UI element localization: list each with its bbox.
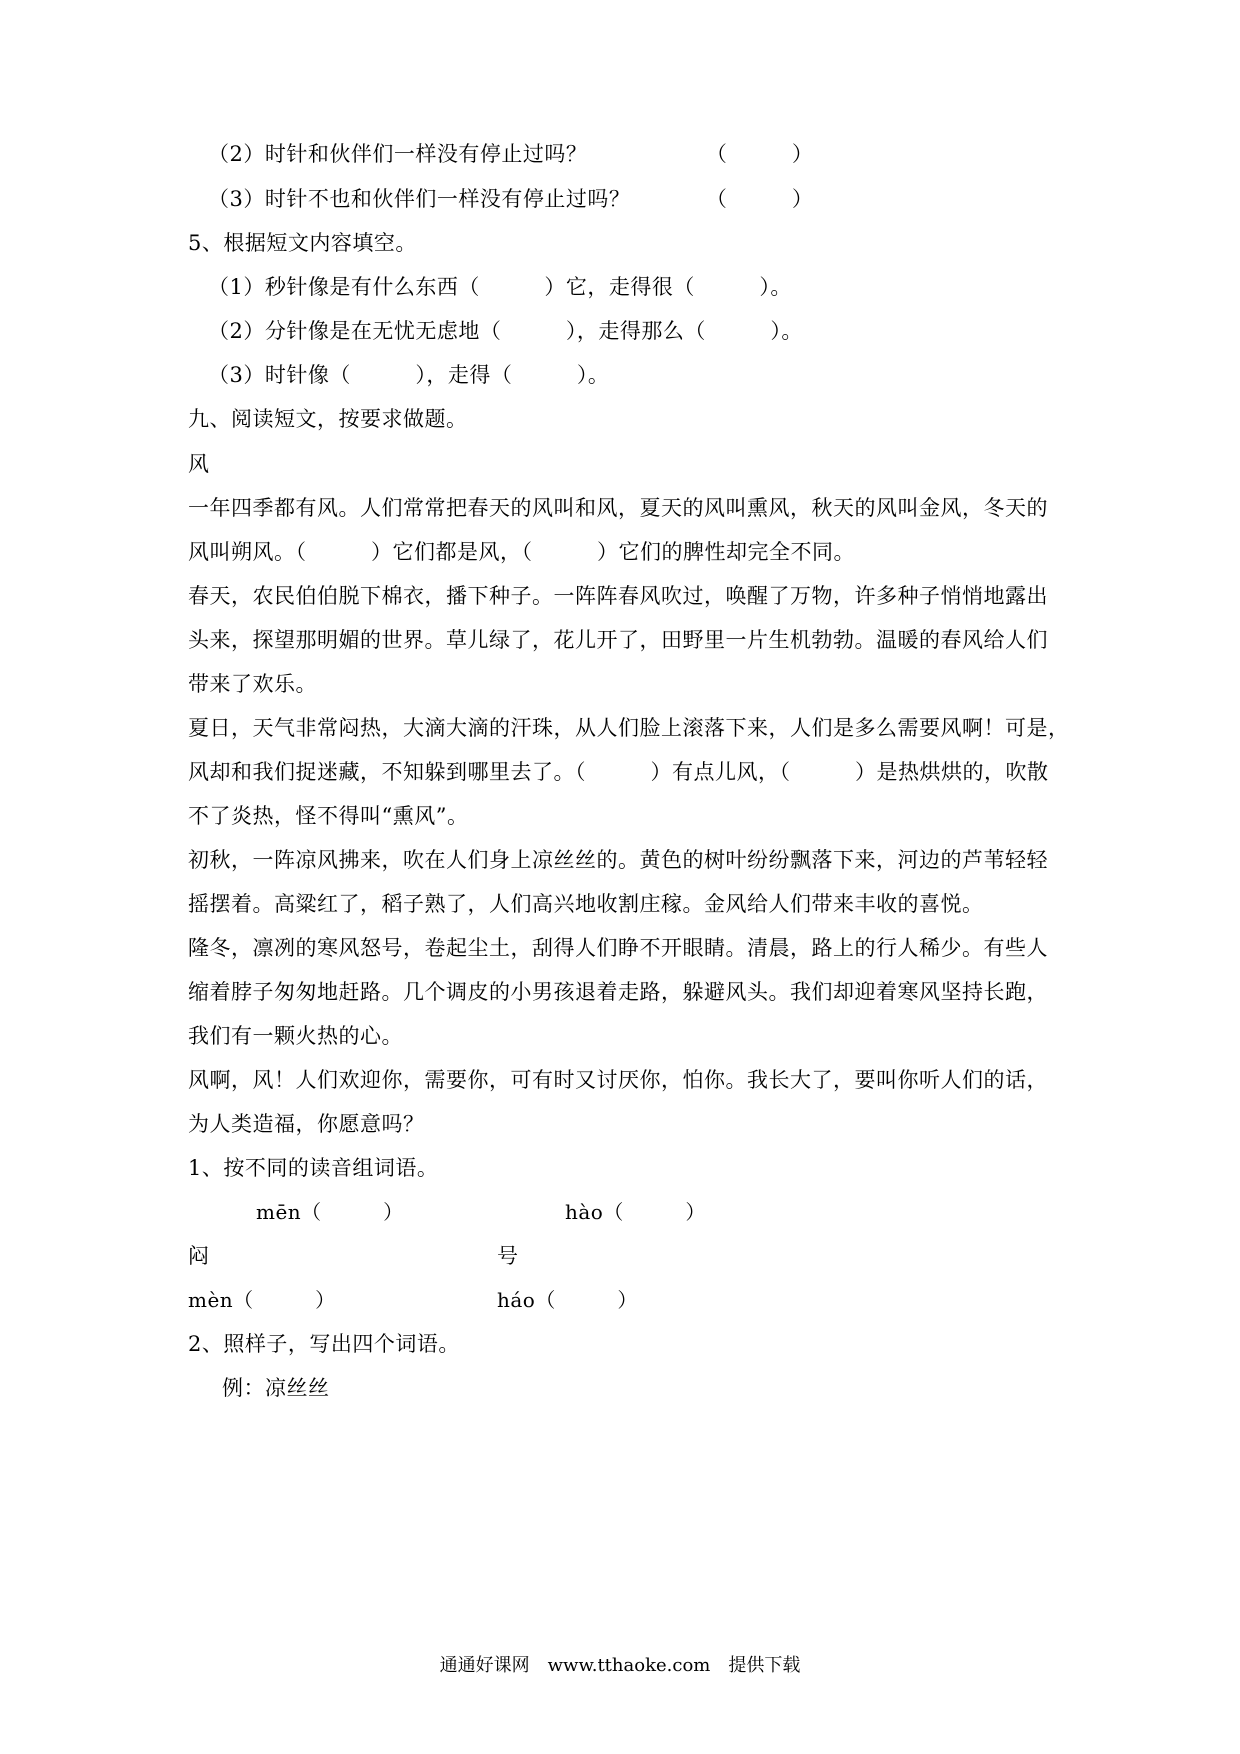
passage-line: 初秋，一阵凉风拂来，吹在人们身上凉丝丝的。黄色的树叶纷纷飘落下来，河边的芦苇轻轻 bbox=[188, 848, 1048, 872]
pinyin-hao2: háo（ ） bbox=[497, 1288, 638, 1312]
passage-line: 头来，探望那明媚的世界。草儿绿了，花儿开了，田野里一片生机勃勃。温暖的春风给人们 bbox=[188, 628, 1048, 652]
passage-line: 夏日，天气非常闷热，大滴大滴的汗珠，从人们脸上滚落下来，人们是多么需要风啊！可是， bbox=[188, 716, 1070, 740]
question-5-1: （1）秒针像是有什么东西（ ）它，走得很（ ）。 bbox=[208, 275, 792, 299]
passage-line: 我们有一颗火热的心。 bbox=[188, 1024, 403, 1048]
passage-line: 摇摆着。高粱红了，稻子熟了，人们高兴地收割庄稼。金风给人们带来丰收的喜悦。 bbox=[188, 892, 984, 916]
passage-line: 带来了欢乐。 bbox=[188, 672, 317, 696]
question-5-2: （2）分针像是在无忧无虑地（ ），走得那么（ ）。 bbox=[208, 319, 803, 343]
question-9-2-heading: 2、照样子，写出四个词语。 bbox=[188, 1332, 460, 1356]
passage-title: 风 bbox=[188, 452, 210, 476]
passage-line: 春天，农民伯伯脱下棉衣，播下种子。一阵阵春风吹过，唤醒了万物，许多种子悄悄地露出 bbox=[188, 584, 1048, 608]
example-word: 例：凉丝丝 bbox=[222, 1376, 330, 1400]
passage-line: 不了炎热，怪不得叫“熏风”。 bbox=[188, 804, 469, 828]
pinyin-hao4: hào（ ） bbox=[565, 1200, 706, 1224]
passage-line: 风啊，风！人们欢迎你，需要你，可有时又讨厌你，怕你。我长大了，要叫你听人们的话， bbox=[188, 1068, 1048, 1092]
section-9-heading: 九、阅读短文，按要求做题。 bbox=[188, 407, 468, 431]
question-5-3: （3）时针像（ ），走得（ ）。 bbox=[208, 363, 610, 387]
pinyin-men4: mèn（ ） bbox=[188, 1288, 336, 1312]
passage-line: 风叫朔风。（ ）它们都是风，（ ）它们的脾性却完全不同。 bbox=[188, 540, 855, 564]
question-4-3: （3）时针不也和伙伴们一样没有停止过吗？ （ ） bbox=[208, 187, 814, 211]
passage-line: 风却和我们捉迷藏，不知躲到哪里去了。（ ）有点儿风，（ ）是热烘烘的，吹散 bbox=[188, 760, 1049, 784]
page-footer: 通通好课网 www.tthaoke.com 提供下载 bbox=[439, 1655, 801, 1676]
question-5-heading: 5、根据短文内容填空。 bbox=[188, 231, 417, 255]
question-4-2: （2）时针和伙伴们一样没有停止过吗？ （ ） bbox=[208, 142, 814, 166]
passage-line: 缩着脖子匆匆地赶路。几个调皮的小男孩退着走路，躲避风头。我们却迎着寒风坚持长跑， bbox=[188, 980, 1048, 1004]
passage-line: 隆冬，凛冽的寒风怒号，卷起尘土，刮得人们睁不开眼睛。清晨，路上的行人稀少。有些人 bbox=[188, 936, 1048, 960]
passage-line: 一年四季都有风。人们常常把春天的风叫和风，夏天的风叫熏风，秋天的风叫金风，冬天的 bbox=[188, 496, 1048, 520]
pinyin-men1: mēn（ ） bbox=[256, 1200, 404, 1224]
passage-line: 为人类造福，你愿意吗？ bbox=[188, 1112, 425, 1136]
char-hao: 号 bbox=[497, 1244, 519, 1268]
char-men: 闷 bbox=[188, 1244, 210, 1268]
question-9-1-heading: 1、按不同的读音组词语。 bbox=[188, 1156, 439, 1180]
